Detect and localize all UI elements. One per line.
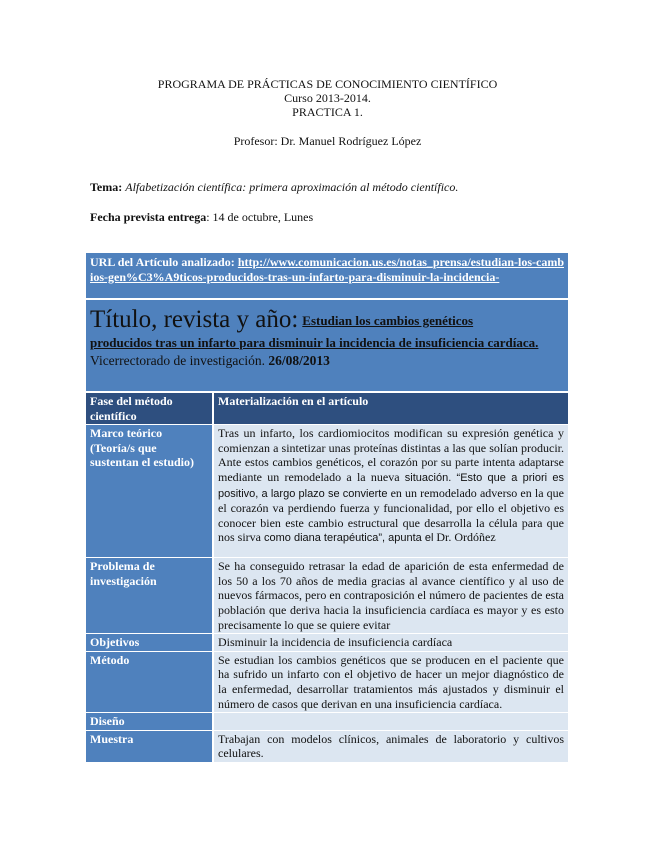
table-row (86, 557, 568, 633)
row-label-muestra: Muestra (86, 730, 212, 762)
article-date: 26/08/2013 (268, 353, 330, 368)
marco-text-1: Tras un infarto, los cardiomiocitos modifican su expresión genética y comienzan a sintetizar unas proteínas distintas a las que solían producir. Ante estos cambios genéticos, el corazón por su parte intenta adaptarse mediante un remodelado a la nueva (218, 426, 564, 484)
professor-name: Profesor: Dr. Manuel Rodríguez López (233, 134, 422, 148)
article-url-link[interactable]: http://www.comunicacion.us.es/notas_prensa/estudian-los-cambios-gen%C3%A9ticos-producidos-tras-un-infarto-para-disminuir-la-incidencia- (90, 255, 564, 284)
table-header-row (86, 392, 568, 424)
header-materialization: Materialización en el artículo (212, 392, 568, 424)
tema-value: Alfabetización científica: primera aproximación al método científico. (125, 180, 459, 194)
row-label-marco: Marco teórico (Teoría/s que sustentan el estudio) (86, 424, 212, 557)
row-value-metodo: Se estudian los cambios genéticos que se producen en el paciente que ha sufrido un infarto con el objetivo de hacer un mejor diagnóstico de la enfermedad, desarrollar tratamientos más ajustados y disminuir el número de casos que derivan en una insuficiencia cardíaca. (212, 651, 568, 712)
marco-text-5: Dr. Ordóñez (433, 530, 496, 545)
article-title-link-part2[interactable]: producidos tras un infarto para disminuir la incidencia de insuficiencia cardíaca. (90, 335, 539, 350)
row-label-problema: Problema de investigación (86, 557, 212, 633)
article-source: Vicerrectorado de investigación. (90, 353, 269, 368)
row-value-diseno (212, 712, 568, 730)
fecha-label: Fecha prevista entrega (90, 210, 207, 224)
title-box (86, 300, 568, 391)
table-row (86, 712, 568, 730)
fecha-value: : 14 de octubre, Lunes (206, 210, 314, 224)
row-label-metodo: Método (86, 651, 212, 712)
program-title: PROGRAMA DE PRÁCTICAS DE CONOCIMIENTO CIENTÍFICO (157, 77, 498, 91)
marco-text-3: en un remodelado adverso en la que el corazón va perdiendo fuerza y funcionalidad, por ello el objetivo es conocer bien este cambio estructural que desarrolla la célula para que nos sirva (218, 485, 564, 545)
document-header (0, 77, 655, 148)
title-lead: Título, revista y año: (90, 306, 299, 333)
row-label-objetivos: Objetivos (86, 633, 212, 651)
table-row (86, 424, 568, 557)
header-phase: Fase del método científico (86, 392, 212, 424)
row-value-objetivos: Disminuir la incidencia de insuficiencia cardíaca (212, 633, 568, 651)
method-table (86, 392, 568, 762)
row-value-muestra: Trabajan con modelos clínicos, animales de laboratorio y cultivos celulares. (212, 730, 568, 762)
row-label-diseno: Diseño (86, 712, 212, 730)
table-row (86, 651, 568, 712)
row-value-problema: Se ha conseguido retrasar la edad de aparición de esta enfermedad de los 50 a los 70 años de media gracias al avance científico y al uso de nuevos fármacos, pero en contraposición el número de pacientes de esta población que deriva hacia la insuficiencia cardíaca es mayor y es esto precisamente lo que se quiere evitar (212, 557, 568, 633)
row-value-marco (212, 424, 568, 557)
url-box (86, 253, 568, 298)
tema-label: Tema: (90, 180, 123, 194)
url-label: URL del Artículo analizado: (90, 255, 235, 269)
tema-line (90, 180, 458, 194)
course-year: Curso 2013-2014. (284, 91, 371, 105)
marco-text-4: como diana terapéutica”, apunta el (264, 532, 434, 545)
table-row (86, 633, 568, 651)
table-row (86, 730, 568, 762)
practice-number: PRACTICA 1. (292, 105, 363, 119)
fecha-line (90, 210, 313, 224)
article-title-link-part1[interactable]: Estudian los cambios genéticos (302, 313, 474, 328)
marco-text-2: situación. “Esto que a priori es positivo, a largo plazo se convierte (218, 471, 565, 500)
